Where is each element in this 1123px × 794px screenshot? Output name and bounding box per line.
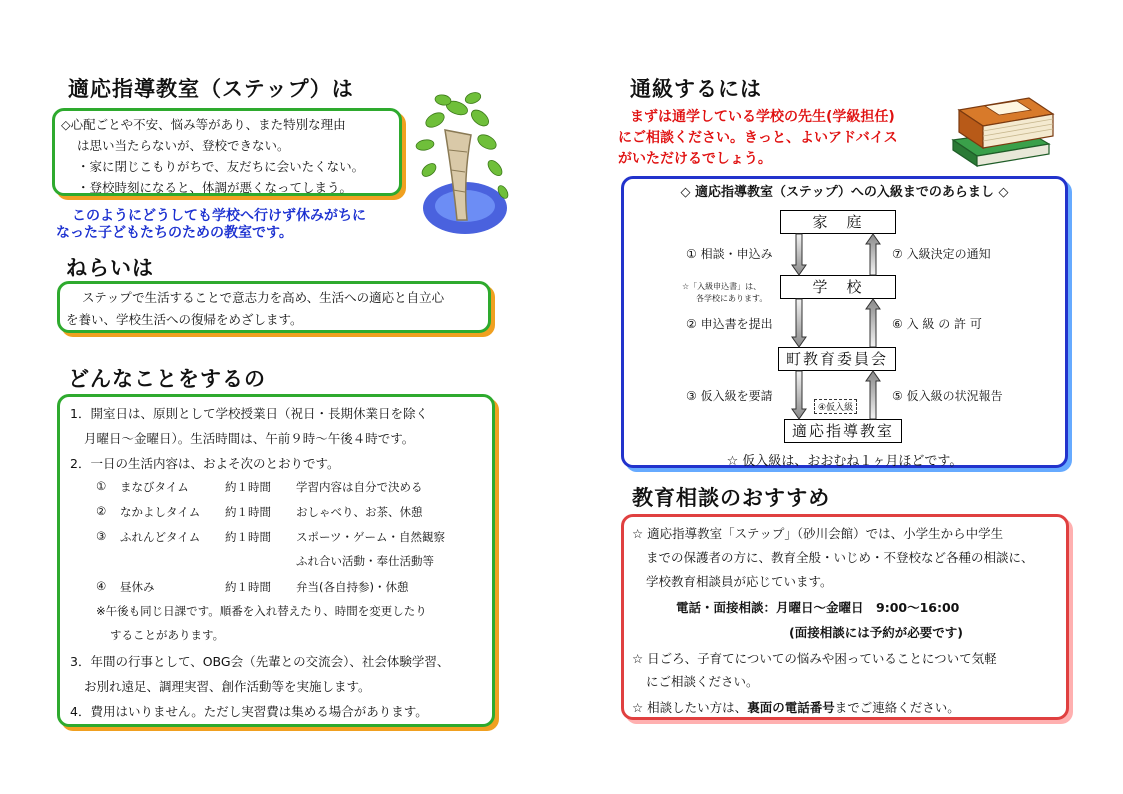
concern-line-1: ◇心配ごとや不安、悩み等があり、また特別な理由 — [61, 117, 346, 132]
flow-box — [621, 176, 1068, 468]
activity-tail-1: 3．年間の行事として、OBG会（先輩との交流会）、社会体験学習、 — [70, 654, 450, 669]
heading-aim: ねらいは — [66, 256, 154, 280]
step-7-label: ⑦ 入級決定の通知 — [892, 247, 991, 261]
heading-what-is: 適応指導教室（ステップ）は — [68, 77, 354, 101]
summary-line-2: なった子どもたちのための教室です。 — [56, 225, 293, 241]
summary-line-1: このようにどうしても学校へ行けず休みがちに — [72, 208, 366, 224]
consult-line-5: にご相談ください。 — [646, 674, 759, 689]
note-line-1: ※午後も同じ日課です。順番を入れ替えたり、時間を変更したり — [96, 604, 427, 618]
books-illustration — [945, 88, 1057, 168]
consult-last-suffix: までご連絡ください。 — [834, 700, 960, 715]
node-board: 町教育委員会 — [778, 347, 896, 371]
consult-appointment: (面接相談には予約が必要です) — [789, 625, 963, 640]
activity-line-2: 月曜日～金曜日）。生活時間は、午前９時～午後４時です。 — [84, 431, 415, 446]
concern-line-2: は思い当たらないが、登校できない。 — [77, 138, 290, 153]
flow-footer: ☆ 仮入級は、おおむね１ヶ月ほどです。 — [726, 454, 963, 469]
flow-title: ◇ 適応指導教室（ステップ）への入級までのあらまし ◇ — [680, 185, 1009, 200]
consult-last-prefix: ☆ 相談したい方は、 — [632, 700, 748, 715]
activity-line-3: 2．一日の生活内容は、およそ次のとおりです。 — [70, 456, 340, 471]
heading-activities: どんなことをするの — [68, 367, 266, 391]
note-line-2: することがあります。 — [110, 628, 225, 642]
advice-line-1: まずは通学している学校の先生(学級担任) — [630, 109, 895, 125]
heading-consult: 教育相談のおすすめ — [632, 486, 831, 510]
activities-box: 1．開室日は、原則として学校授業日（祝日・長期休業日を除く 月曜日～金曜日）。生活時間は、午前９時～午後４時です。 2．一日の生活内容は、およそ次のとおりです。 ① まなびタイム 約１時間 学習内容は自分で決める ② なかよしタイム 約１時間 おしゃべり、お茶、休憩 ③ ふれんどタイム 約１時間 スポーツ・ゲーム・自然観察 ふれ合い活動・奉仕活動等 ④ 昼休み 約１時間 弁当(各自持参)・休憩 ※午後も同じ日課です。順番を入れ替えたり、時間を変更したり することがあります。 3．年間の行事として、OBG会（先輩との交流会）、社会体験学習、 お別れ遠足、調理実習、創作活動等を実施します。 4．費用はいりません。ただし実習費は集める場合があります。 — [57, 394, 495, 727]
node-school: 学 校 — [780, 275, 896, 299]
concern-line-4: ・登校時刻になると、体調が悪くなってしまう。 — [77, 180, 353, 195]
node-home: 家 庭 — [780, 210, 896, 234]
consult-hours: 電話・面接相談：月曜日～金曜日 9:00～16:00 — [676, 600, 960, 615]
activity-line-1: 1．開室日は、原則として学校授業日（祝日・長期休業日を除く — [70, 406, 428, 421]
advice-line-3: がいただけるでしょう。 — [618, 151, 772, 167]
step-1-label: ① 相談・申込み — [686, 247, 773, 261]
aim-line-1: ステップで生活することで意志力を高め、生活への適応と自立心 — [82, 290, 445, 305]
step-2-label: ② 申込書を提出 — [686, 317, 773, 331]
concern-box — [52, 108, 402, 196]
consult-line-3: 学校教育相談員が応じています。 — [646, 574, 833, 589]
concern-line-3: ・家に閉じこもりがちで、友だちに会いたくない。 — [77, 159, 365, 174]
advice-line-2: にご相談ください。きっと、よいアドバイス — [618, 130, 898, 146]
step-3-label: ③ 仮入級を要請 — [686, 389, 773, 403]
consult-last-line — [632, 698, 960, 716]
activity-tail-2: お別れ遠足、調理実習、創作活動等を実施します。 — [84, 679, 371, 694]
plant-illustration — [405, 90, 515, 240]
step-4-label: ④仮入級 — [814, 399, 857, 414]
phone-reference: 裏面の電話番号 — [747, 700, 835, 715]
consult-box — [621, 514, 1069, 720]
form-note-2: 各学校にあります。 — [696, 294, 768, 303]
consult-line-1: ☆ 適応指導教室「ステップ」（砂川会館）では、小学生から中学生 — [632, 526, 1004, 541]
aim-line-2: を養い、学校生活への復帰をめざします。 — [66, 312, 303, 327]
step-5-label: ⑤ 仮入級の状況報告 — [892, 389, 1003, 403]
activity-tail-3: 4．費用はいりません。ただし実習費は集める場合があります。 — [70, 704, 428, 719]
node-classroom: 適応指導教室 — [784, 419, 902, 443]
step-6-label: ⑥ 入 級 の 許 可 — [892, 317, 982, 331]
aim-box — [57, 281, 491, 333]
consult-line-2: までの保護者の方に、教育全般・いじめ・不登校など各種の相談に、 — [646, 550, 1034, 565]
form-note-1: ☆「入級申込書」は、 — [682, 282, 762, 291]
heading-enroll: 通級するには — [630, 77, 762, 101]
consult-line-4: ☆ 日ごろ、子育てについての悩みや困っていることについて気軽 — [632, 651, 997, 666]
